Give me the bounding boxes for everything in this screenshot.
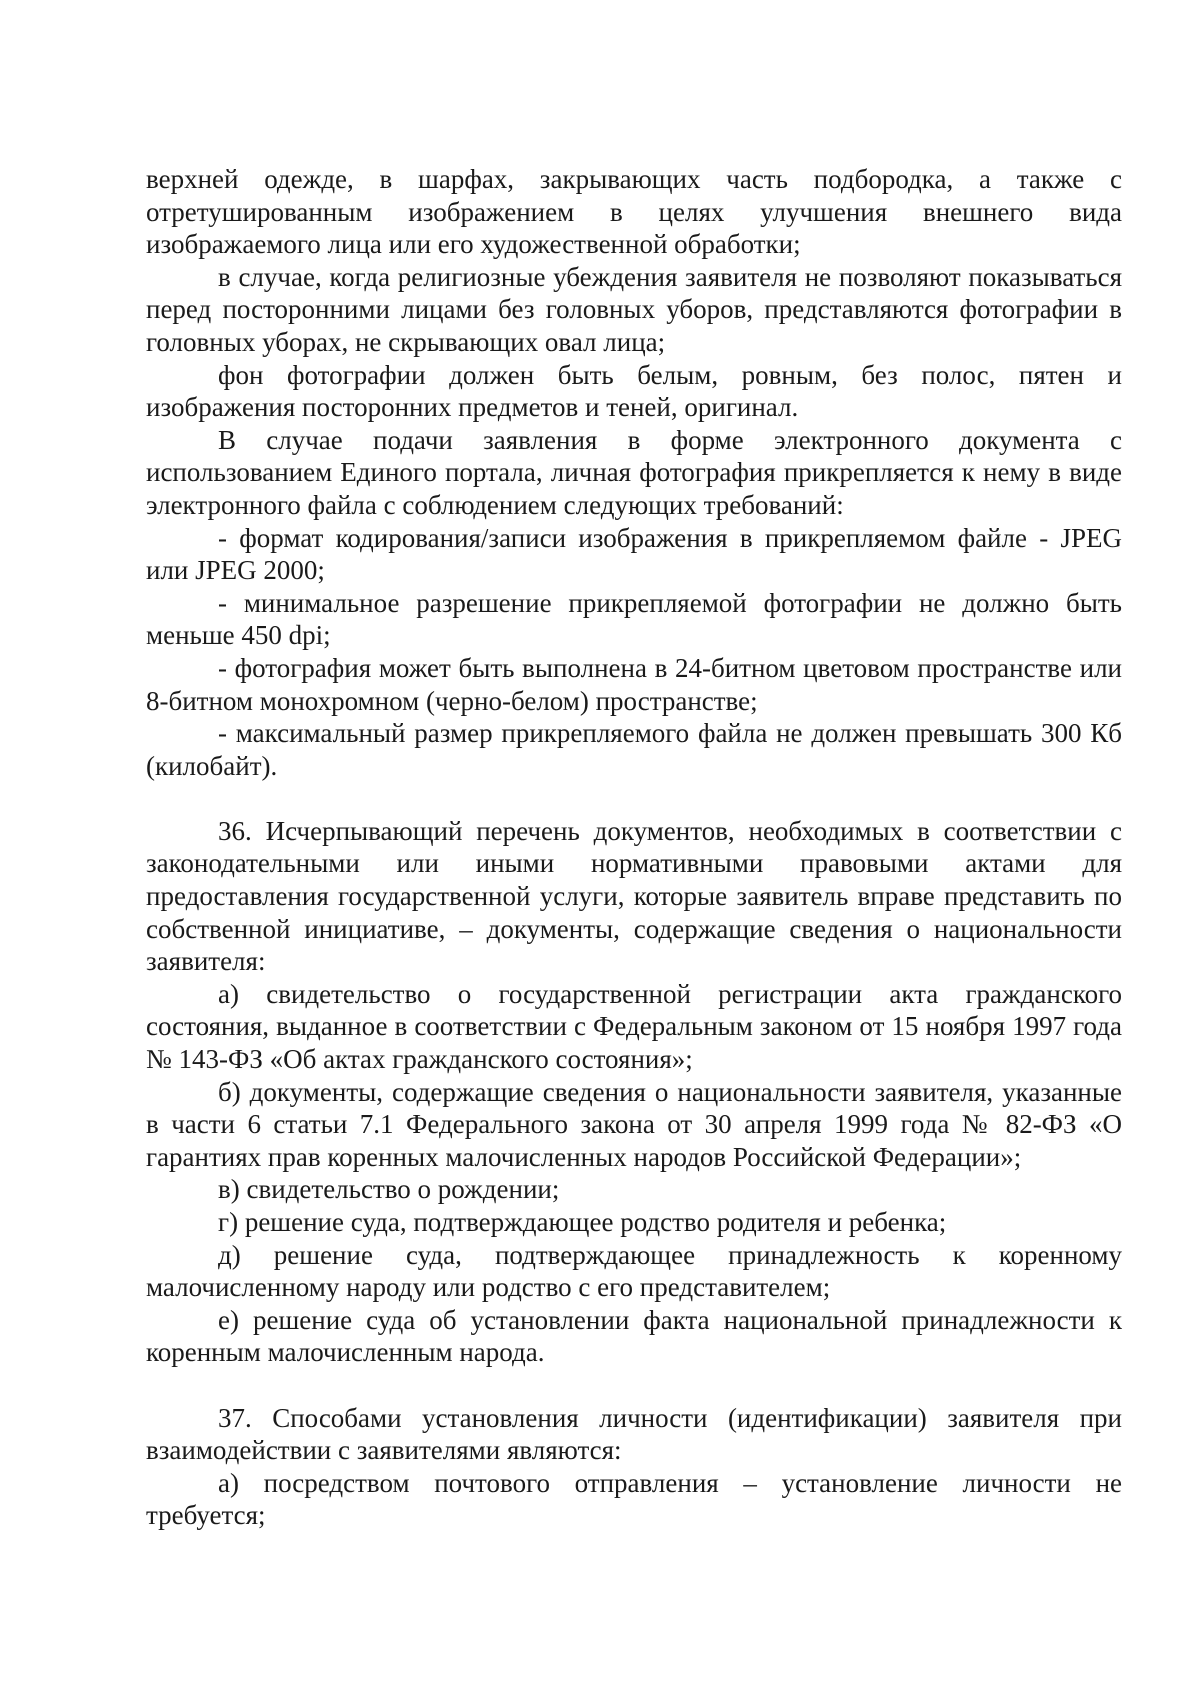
- paragraph-electronic-submission: В случае подачи заявления в форме электронного документа с использованием Единого портала, личная фотография прикрепляется к нему в виде электронного файла с соблюдением следующих требований:: [146, 424, 1122, 520]
- list-item-36-a: а) свидетельство о государственной регистрации акта гражданского состояния, выданное в соответствии с Федеральным законом от 15 ноября 1997 года № 143-ФЗ «Об актах гражданского состояния»;: [146, 978, 1122, 1075]
- list-item-file-format: - формат кодирования/записи изображения в прикрепляемом файле - JPEG или JPEG 2000;: [146, 522, 1122, 586]
- section-36-heading: 36. Исчерпывающий перечень документов, необходимых в соответствии с законодательными или иными нормативными правовыми актами для предоставления государственной услуги, которые заявитель вправе представить по собственной инициативе, – документы, содержащие сведения о национальности заявителя:: [146, 815, 1122, 977]
- list-item-36-b: б) документы, содержащие сведения о национальности заявителя, указанные в части 6 статьи 7.1 Федерального закона от 30 апреля 1999 года № 82-ФЗ «О гарантиях прав коренных малочисленных народов Российской Федерации»;: [146, 1076, 1122, 1172]
- section-gap: [146, 782, 1122, 815]
- section-gap: [146, 1369, 1122, 1402]
- list-item-36-g: г) решение суда, подтверждающее родство родителя и ребенка;: [218, 1207, 947, 1237]
- list-item-36-v: в) свидетельство о рождении;: [218, 1174, 560, 1205]
- list-item-36-e: е) решение суда об установлении факта национальной принадлежности к коренным малочисленным народа.: [146, 1304, 1122, 1368]
- list-item-color-space: - фотография может быть выполнена в 24-битном цветовом пространстве или 8-битном монохромном (черно-белом) пространстве;: [146, 652, 1122, 716]
- paragraph-photo-background: фон фотографии должен быть белым, ровным, без полос, пятен и изображения посторонних предметов и теней, оригинал.: [146, 359, 1122, 423]
- list-item-37-a: а) посредством почтового отправления – установление личности не требуется;: [146, 1467, 1122, 1531]
- section-37-heading: 37. Способами установления личности (идентификации) заявителя при взаимодействии с заявителями являются:: [146, 1402, 1122, 1466]
- paragraph-photo-clothing: верхней одежде, в шарфах, закрывающих часть подбородка, а также с отретушированным изображением в целях улучшения внешнего вида изображаемого лица или его художественной обработки;: [146, 164, 1122, 260]
- list-item-36-d: д) решение суда, подтверждающее принадлежность к коренному малочисленному народу или родство с его представителем;: [146, 1239, 1122, 1303]
- document-page: [146, 163, 1122, 1532]
- list-item-max-file-size: - максимальный размер прикрепляемого файла не должен превышать 300 Кб (килобайт).: [146, 718, 1122, 781]
- list-item-min-resolution: - минимальное разрешение прикрепляемой фотографии не должно быть меньше 450 dpi;: [146, 587, 1122, 651]
- paragraph-religious-headwear: в случае, когда религиозные убеждения заявителя не позволяют показываться перед посторонними лицами без головных уборов, представляются фотографии в головных уборах, не скрывающих овал лица;: [146, 261, 1122, 357]
